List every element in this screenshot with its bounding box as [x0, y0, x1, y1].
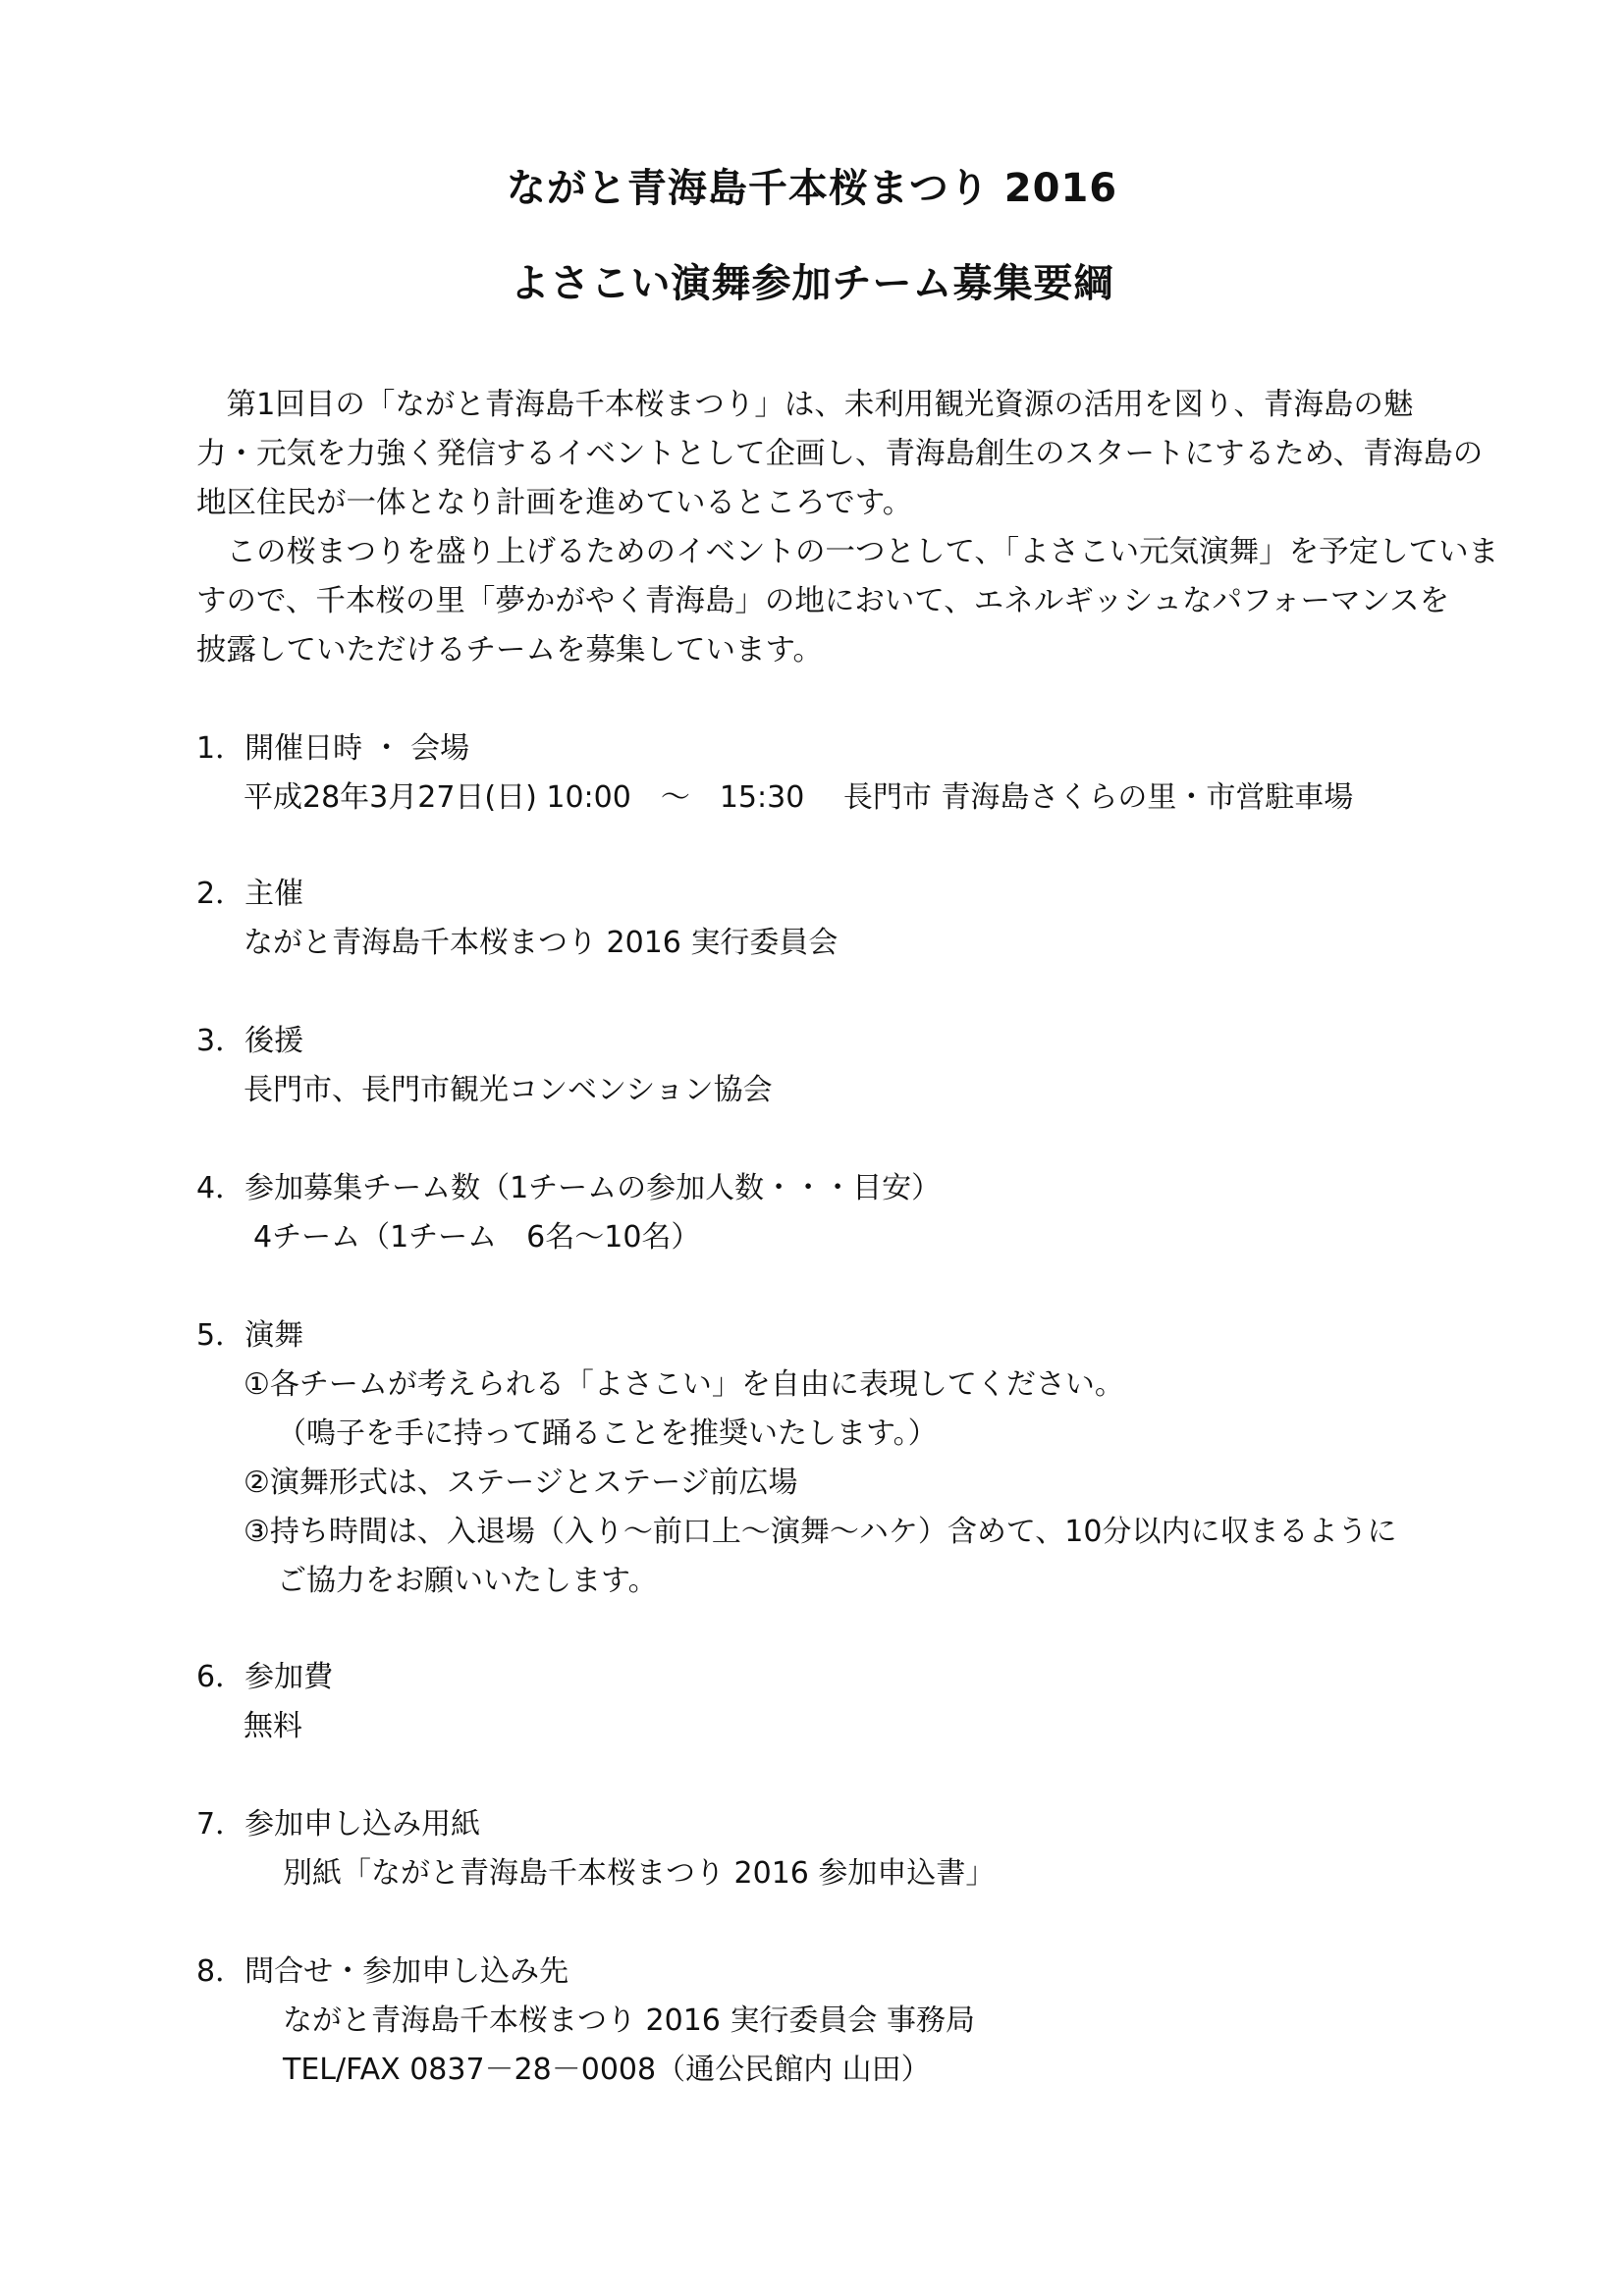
section-date-venue [196, 724, 1473, 823]
intro-line: 第1回目の「ながと青海島千本桜まつり」は、未利用観光資源の活用を図り、青海島の魅 [196, 388, 1414, 422]
intro-paragraph-1 [196, 381, 1484, 528]
intro-line: 地区住民が一体となり計画を進めているところです。 [196, 486, 913, 520]
section-heading: 7．参加申し込み用紙 [196, 1807, 481, 1842]
intro-line: この桜まつりを盛り上げるためのイベントの一つとして、「よさこい元気演舞」を予定していま [196, 535, 1499, 569]
performance-rule-3: ③持ち時間は、入退場（入り～前口上～演舞～ハケ）含めて、10分以内に収まるように [244, 1515, 1397, 1549]
section-heading: 8．問合せ・参加申し込み先 [196, 1954, 569, 1989]
performance-rule-3-cont: ご協力をお願いいたします。 [277, 1564, 658, 1598]
section-body: 平成28年3月27日(日) 10:00 ～ 15:30 長門市 青海島さくらの里・市営駐車場 [244, 780, 1354, 815]
section-heading: 5．演舞 [196, 1318, 304, 1353]
section-body: ながと青海島千本桜まつり 2016 実行委員会 [244, 926, 839, 960]
contact-organizer: ながと青海島千本桜まつり 2016 実行委員会 事務局 [283, 2003, 975, 2038]
section-heading: 4．参加募集チーム数（1チームの参加人数・・・目安） [196, 1171, 942, 1205]
section-fee [196, 1653, 1473, 1751]
intro-paragraph-2 [196, 528, 1499, 675]
intro-line: すので、千本桜の里「夢かがやく青海島」の地において、エネルギッシュなパフォーマンスを [196, 584, 1450, 618]
section-heading: 1．開催日時 ・ 会場 [196, 731, 470, 766]
section-organizer [196, 870, 1473, 968]
section-body: 別紙「ながと青海島千本桜まつり 2016 参加申込書」 [283, 1856, 996, 1891]
performance-rule-1-note: （鳴子を手に持って踊ることを推奨いたします。） [277, 1416, 938, 1451]
section-body: 4チーム（1チーム 6名～10名） [253, 1220, 701, 1255]
performance-rule-1: ①各チームが考えられる「よさこい」を自由に表現してください。 [244, 1367, 1124, 1402]
section-body: 無料 [244, 1709, 302, 1743]
section-body: 長門市、長門市観光コンベンション協会 [244, 1073, 773, 1107]
section-team-count [196, 1164, 1473, 1262]
section-support [196, 1017, 1473, 1115]
document-subtitle: よさこい演舞参加チーム募集要綱 [510, 261, 1114, 306]
contact-phone: TEL/FAX 0837－28－0008（通公民館内 山田） [283, 2053, 931, 2087]
section-heading: 6．参加費 [196, 1660, 334, 1694]
performance-rule-2: ②演舞形式は、ステージとステージ前広場 [244, 1466, 798, 1500]
section-performance [196, 1311, 1473, 1606]
section-contact [196, 1948, 1473, 2095]
section-application-form [196, 1800, 1473, 1898]
document-title: ながと青海島千本桜まつり 2016 [506, 166, 1118, 211]
intro-line: 力・元気を力強く発信するイベントとして企画し、青海島創生のスタートにするため、青海島の [196, 437, 1484, 471]
section-heading: 3．後援 [196, 1024, 304, 1058]
section-heading: 2．主催 [196, 877, 304, 911]
intro-line: 披露していただけるチームを募集しています。 [196, 633, 824, 667]
